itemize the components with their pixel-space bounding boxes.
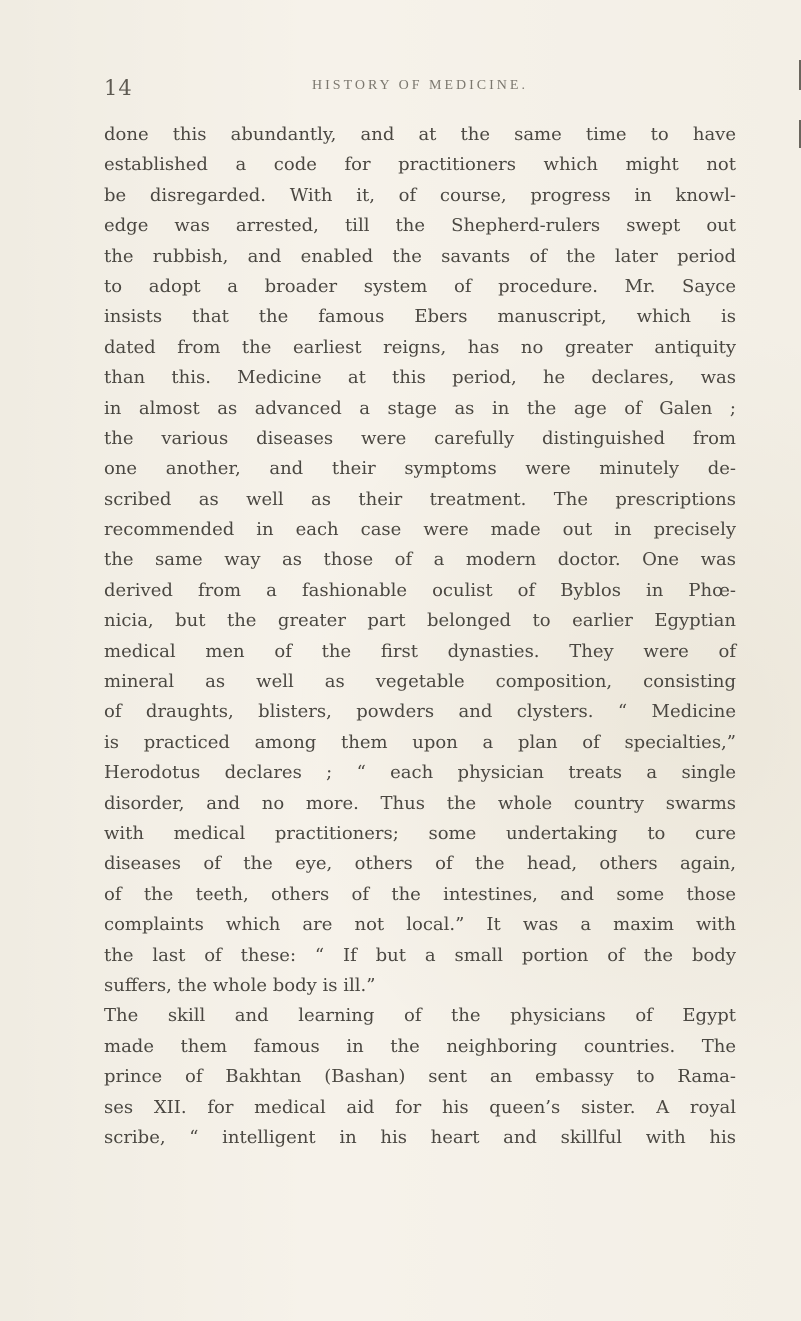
text-line: done this abundantly, and at the same time to have [104, 124, 736, 145]
text-line: the last of these: “ If but a small portion of the body [104, 944, 736, 966]
text-line: diseases of the eye, others of the head, others again, [104, 853, 736, 875]
text-line: be disregarded. With it, of course, progress in knowl- [104, 184, 736, 206]
page-number: 14 [104, 76, 133, 100]
text-line: complaints which are not local.” It was a maxim with [104, 914, 736, 936]
text-line: scribed as well as their treatment. The prescriptions [104, 488, 736, 510]
text-line: the rubbish, and enabled the savants of the later period [104, 245, 736, 267]
text-line: of the teeth, others of the intestines, and some those [104, 883, 736, 905]
text-line: disorder, and no more. Thus the whole country swarms [104, 792, 736, 814]
text-line: nicia, but the greater part belonged to earlier Egyptian [104, 610, 736, 632]
text-line: insists that the famous Ebers manuscript, which is [104, 306, 736, 328]
text-line: scribe, “ intelligent in his heart and skillful with his [104, 1126, 736, 1148]
running-title: HISTORY OF MEDICINE. [312, 78, 528, 93]
text-line: with medical practitioners; some undertaking to cure [104, 822, 736, 844]
text-line: recommended in each case were made out in precisely [104, 519, 736, 541]
text-line: ses XII. for medical aid for his queen’s sister. A royal [104, 1096, 736, 1118]
text-line: the various diseases were carefully distinguished from [104, 427, 736, 449]
text-line: prince of Bakhtan (Bashan) sent an embassy to Rama- [104, 1066, 736, 1088]
text-line: than this. Medicine at this period, he declares, was [104, 367, 736, 389]
text-line: the same way as those of a modern doctor. One was [104, 549, 736, 571]
text-line: suffers, the whole body is ill.” [104, 974, 376, 996]
text-line: mineral as well as vegetable composition, consisting [104, 671, 736, 693]
text-line: medical men of the first dynasties. They were of [104, 640, 736, 662]
text-line: Herodotus declares ; “ each physician treats a single [104, 762, 736, 784]
body-text [104, 120, 736, 1153]
text-line: The skill and learning of the physicians of Egypt [104, 1005, 736, 1027]
text-line: is practiced among them upon a plan of specialties,” [104, 731, 736, 753]
text-line: of draughts, blisters, powders and clysters. “ Medicine [104, 701, 736, 723]
text-line: in almost as advanced a stage as in the age of Galen ; [104, 397, 736, 419]
text-line: dated from the earliest reigns, has no greater antiquity [104, 336, 736, 358]
text-line: to adopt a broader system of procedure. Mr. Sayce [104, 275, 736, 297]
text-line: established a code for practitioners which might not [104, 154, 736, 176]
running-head [104, 76, 736, 102]
text-line: made them famous in the neighboring countries. The [104, 1035, 736, 1057]
text-line: one another, and their symptoms were minutely de- [104, 458, 736, 480]
text-line: edge was arrested, till the Shepherd-rulers swept out [104, 215, 736, 237]
text-line: derived from a fashionable oculist of Byblos in Phœ- [104, 579, 736, 601]
